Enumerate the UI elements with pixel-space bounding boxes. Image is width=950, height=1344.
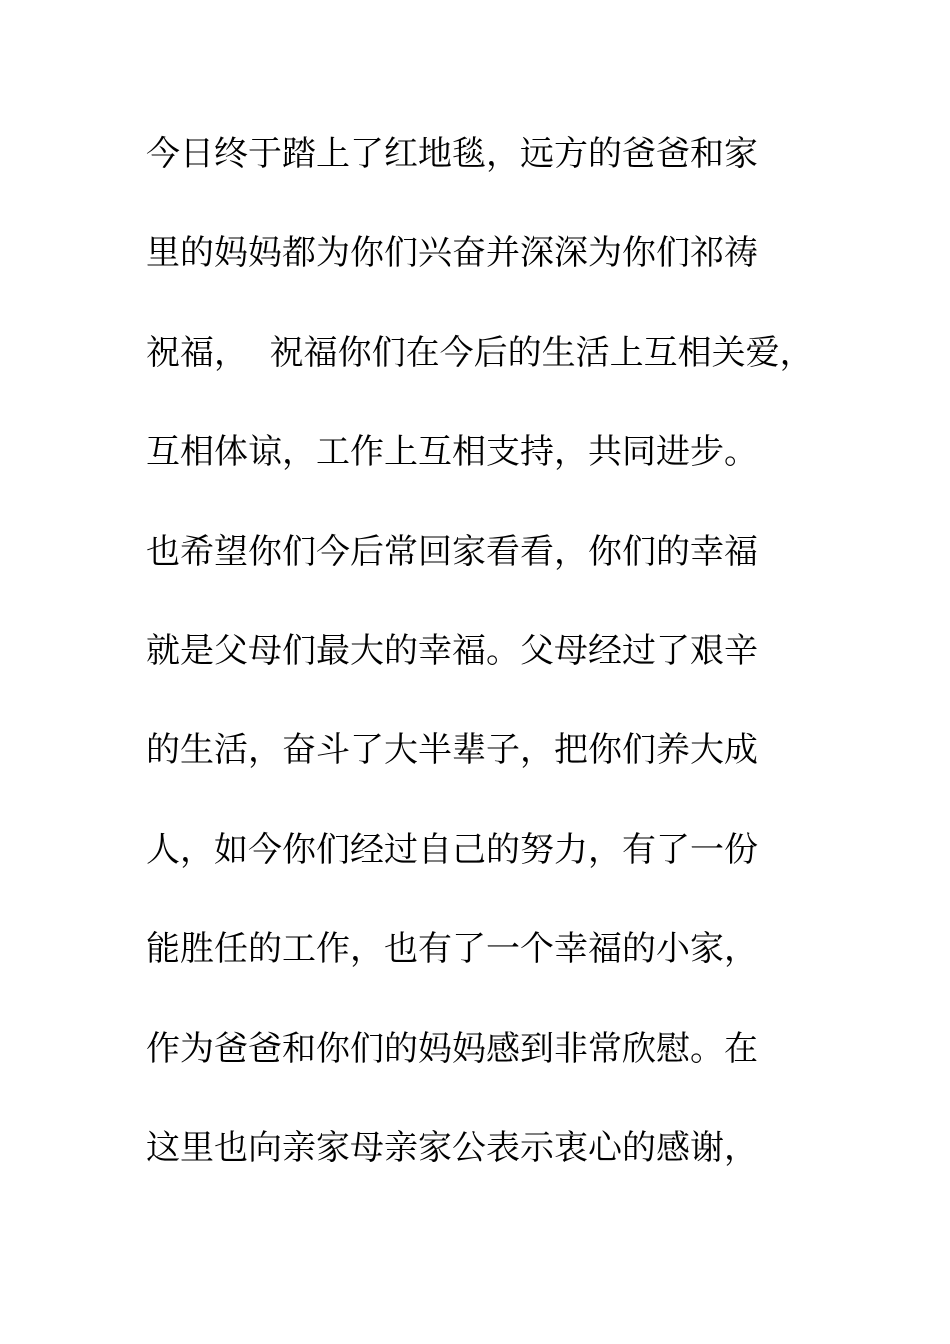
text-line: 人，如今你们经过自己的努力，有了一份 (146, 829, 758, 870)
text-line: 里的妈妈都为你们兴奋并深深为你们祁祷 (146, 233, 758, 274)
text-line: 就是父母们最大的幸福。父母经过了艰辛 (146, 630, 758, 671)
text-line: 的生活，奋斗了大半辈子，把你们养大成 (146, 730, 758, 771)
text-line: 也希望你们今后常回家看看，你们的幸福 (146, 531, 758, 572)
body-text (146, 127, 846, 1220)
text-line: 作为爸爸和你们的妈妈感到非常欣慰。在 (146, 1028, 758, 1069)
text-line: 互相体谅，工作上互相支持，共同进步。 (146, 432, 758, 473)
text-line: 今日终于踏上了红地毯，远方的爸爸和家 (146, 134, 758, 174)
text-line: 这里也向亲家母亲家公表示衷心的感谢， (146, 1127, 758, 1168)
text-line: 祝福， 祝福你们在今后的生活上互相关爱， (146, 332, 814, 373)
text-line: 能胜任的工作，也有了一个幸福的小家， (146, 929, 758, 970)
